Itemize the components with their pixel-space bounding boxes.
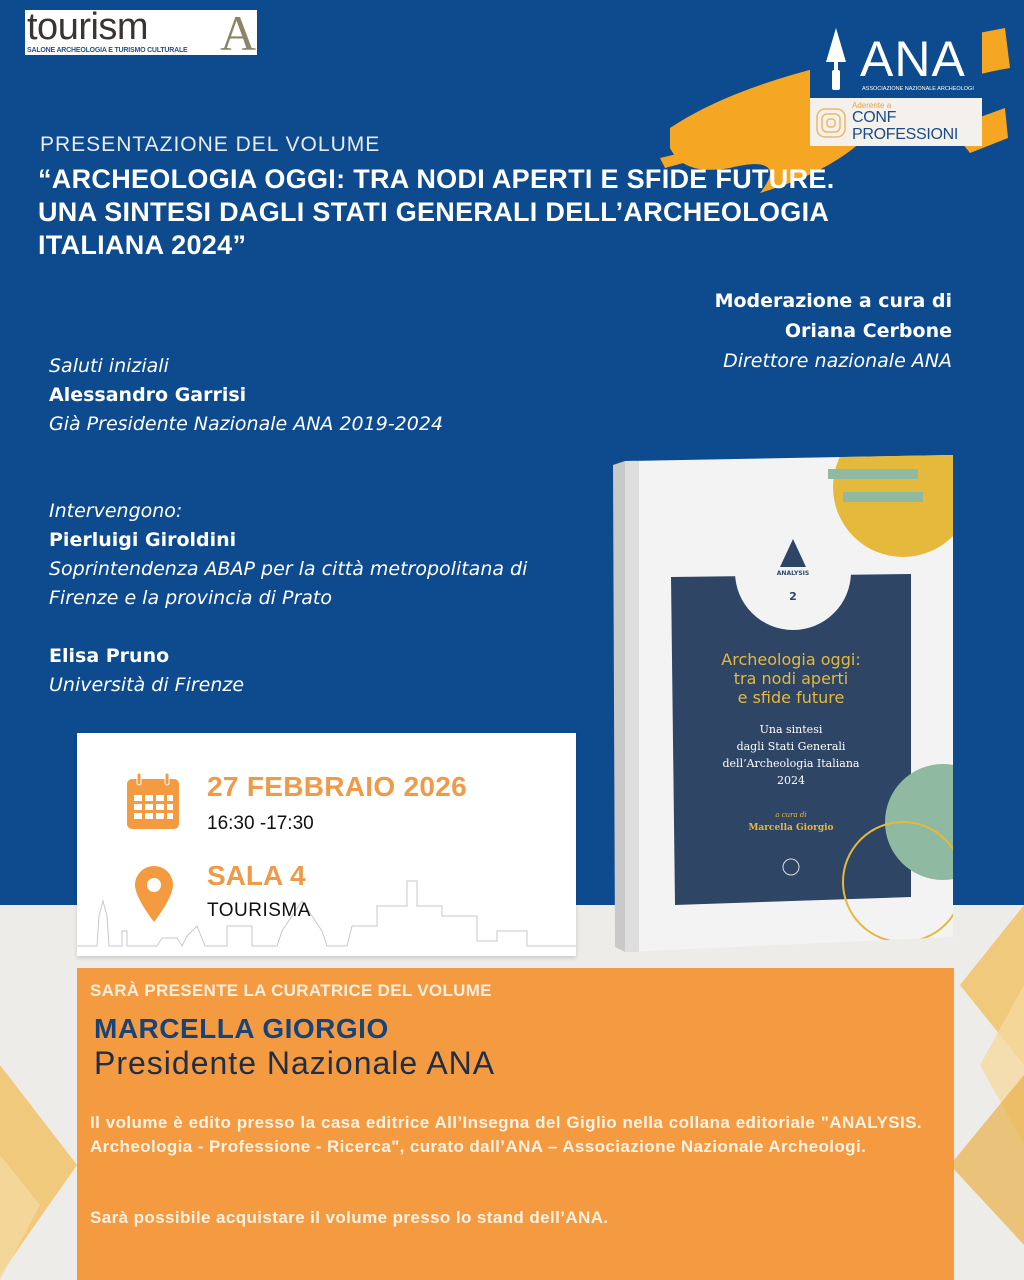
volume-description: Il volume è edito presso la casa editrice All’Insegna del Giglio nella collana editoriale "ANALYSIS. Archeologia - Professione - Ricerca", curato dall’ANA – Associazione Nazionale Archeologi. bbox=[90, 1113, 922, 1156]
event-venue: TOURISMA bbox=[207, 900, 311, 921]
location-pin-icon bbox=[135, 866, 173, 922]
speaker-name: Elisa Pruno bbox=[49, 645, 170, 667]
svg-text:2024: 2024 bbox=[777, 774, 805, 787]
svg-text:2: 2 bbox=[789, 590, 797, 603]
speaker-role: Firenze e la provincia di Prato bbox=[49, 587, 332, 609]
moderation-label: Moderazione a cura di bbox=[714, 290, 952, 312]
purchase-info: Sarà possibile acquistare il volume presso lo stand dell’ANA. bbox=[90, 1208, 609, 1227]
event-room: SALA 4 bbox=[207, 860, 306, 891]
ana-logo bbox=[810, 24, 982, 146]
event-time: 16:30 -17:30 bbox=[207, 813, 314, 834]
page-title: “ARCHEOLOGIA OGGI: TRA NODI APERTI E SFIDE FUTURE. UNA SINTESI DAGLI STATI GENERALI DELL’ARCHEOLOGIA ITALIANA 2024” bbox=[38, 164, 835, 260]
curator-intro: SARÀ PRESENTE LA CURATRICE DEL VOLUME bbox=[90, 981, 492, 1000]
curator-name: MARCELLA GIORGIO bbox=[94, 1013, 389, 1044]
event-info-card bbox=[77, 733, 576, 956]
confprofessioni-maze-icon bbox=[816, 108, 846, 138]
confprofessioni-logo-text bbox=[852, 109, 958, 143]
curator-section bbox=[77, 968, 954, 1280]
tourisma-logo-word: tourism bbox=[27, 6, 149, 48]
greetings-role: Già Presidente Nazionale ANA 2019-2024 bbox=[49, 413, 444, 435]
svg-text:dell’Archeologia Italiana: dell’Archeologia Italiana bbox=[722, 757, 860, 770]
svg-text:e sfide future: e sfide future bbox=[737, 688, 845, 707]
svg-text:dagli Stati Generali: dagli Stati Generali bbox=[736, 740, 846, 753]
conf-line: CONF bbox=[852, 109, 897, 126]
presentation-label: PRESENTAZIONE DEL VOLUME bbox=[40, 133, 381, 156]
svg-text:ANALYSIS: ANALYSIS bbox=[776, 570, 810, 577]
tourisma-logo-letter: A bbox=[220, 5, 257, 61]
svg-text:Marcella Giorgio: Marcella Giorgio bbox=[748, 823, 834, 833]
svg-text:tra nodi aperti: tra nodi aperti bbox=[733, 669, 849, 688]
curator-role: Presidente Nazionale ANA bbox=[94, 1045, 496, 1081]
ana-logo-word: ANA bbox=[860, 31, 966, 87]
tourisma-logo bbox=[25, 5, 257, 61]
speakers-label: Intervengono: bbox=[49, 500, 183, 522]
conf-aderente-label: Aderente a bbox=[852, 101, 892, 110]
trowel-icon bbox=[824, 28, 848, 90]
moderation-block bbox=[715, 286, 952, 376]
professioni-line: PROFESSIONI bbox=[852, 126, 959, 143]
tourisma-logo-subtitle: SALONE ARCHEOLOGIA E TURISMO CULTURALE bbox=[27, 47, 188, 54]
moderator-role: Direttore nazionale ANA bbox=[723, 350, 952, 372]
svg-text:a cura di: a cura di bbox=[775, 811, 807, 819]
ana-logo-subtitle: ASSOCIAZIONE NAZIONALE ARCHEOLOGI bbox=[862, 86, 974, 92]
speaker-name: Pierluigi Giroldini bbox=[49, 529, 237, 551]
moderator-name: Oriana Cerbone bbox=[784, 320, 952, 342]
speaker-role: Soprintendenza ABAP per la città metropolitana di bbox=[49, 558, 528, 580]
greetings-label: Saluti iniziali bbox=[49, 355, 169, 377]
book-cover-image bbox=[613, 447, 956, 952]
svg-text:Una sintesi: Una sintesi bbox=[759, 723, 823, 736]
event-date: 27 FEBBRAIO 2026 bbox=[207, 771, 468, 802]
speaker-role: Università di Firenze bbox=[49, 674, 245, 696]
greetings-name: Alessandro Garrisi bbox=[49, 384, 247, 406]
speakers-block bbox=[49, 352, 527, 700]
svg-text:Archeologia oggi:: Archeologia oggi: bbox=[721, 650, 861, 669]
calendar-icon bbox=[127, 773, 179, 829]
